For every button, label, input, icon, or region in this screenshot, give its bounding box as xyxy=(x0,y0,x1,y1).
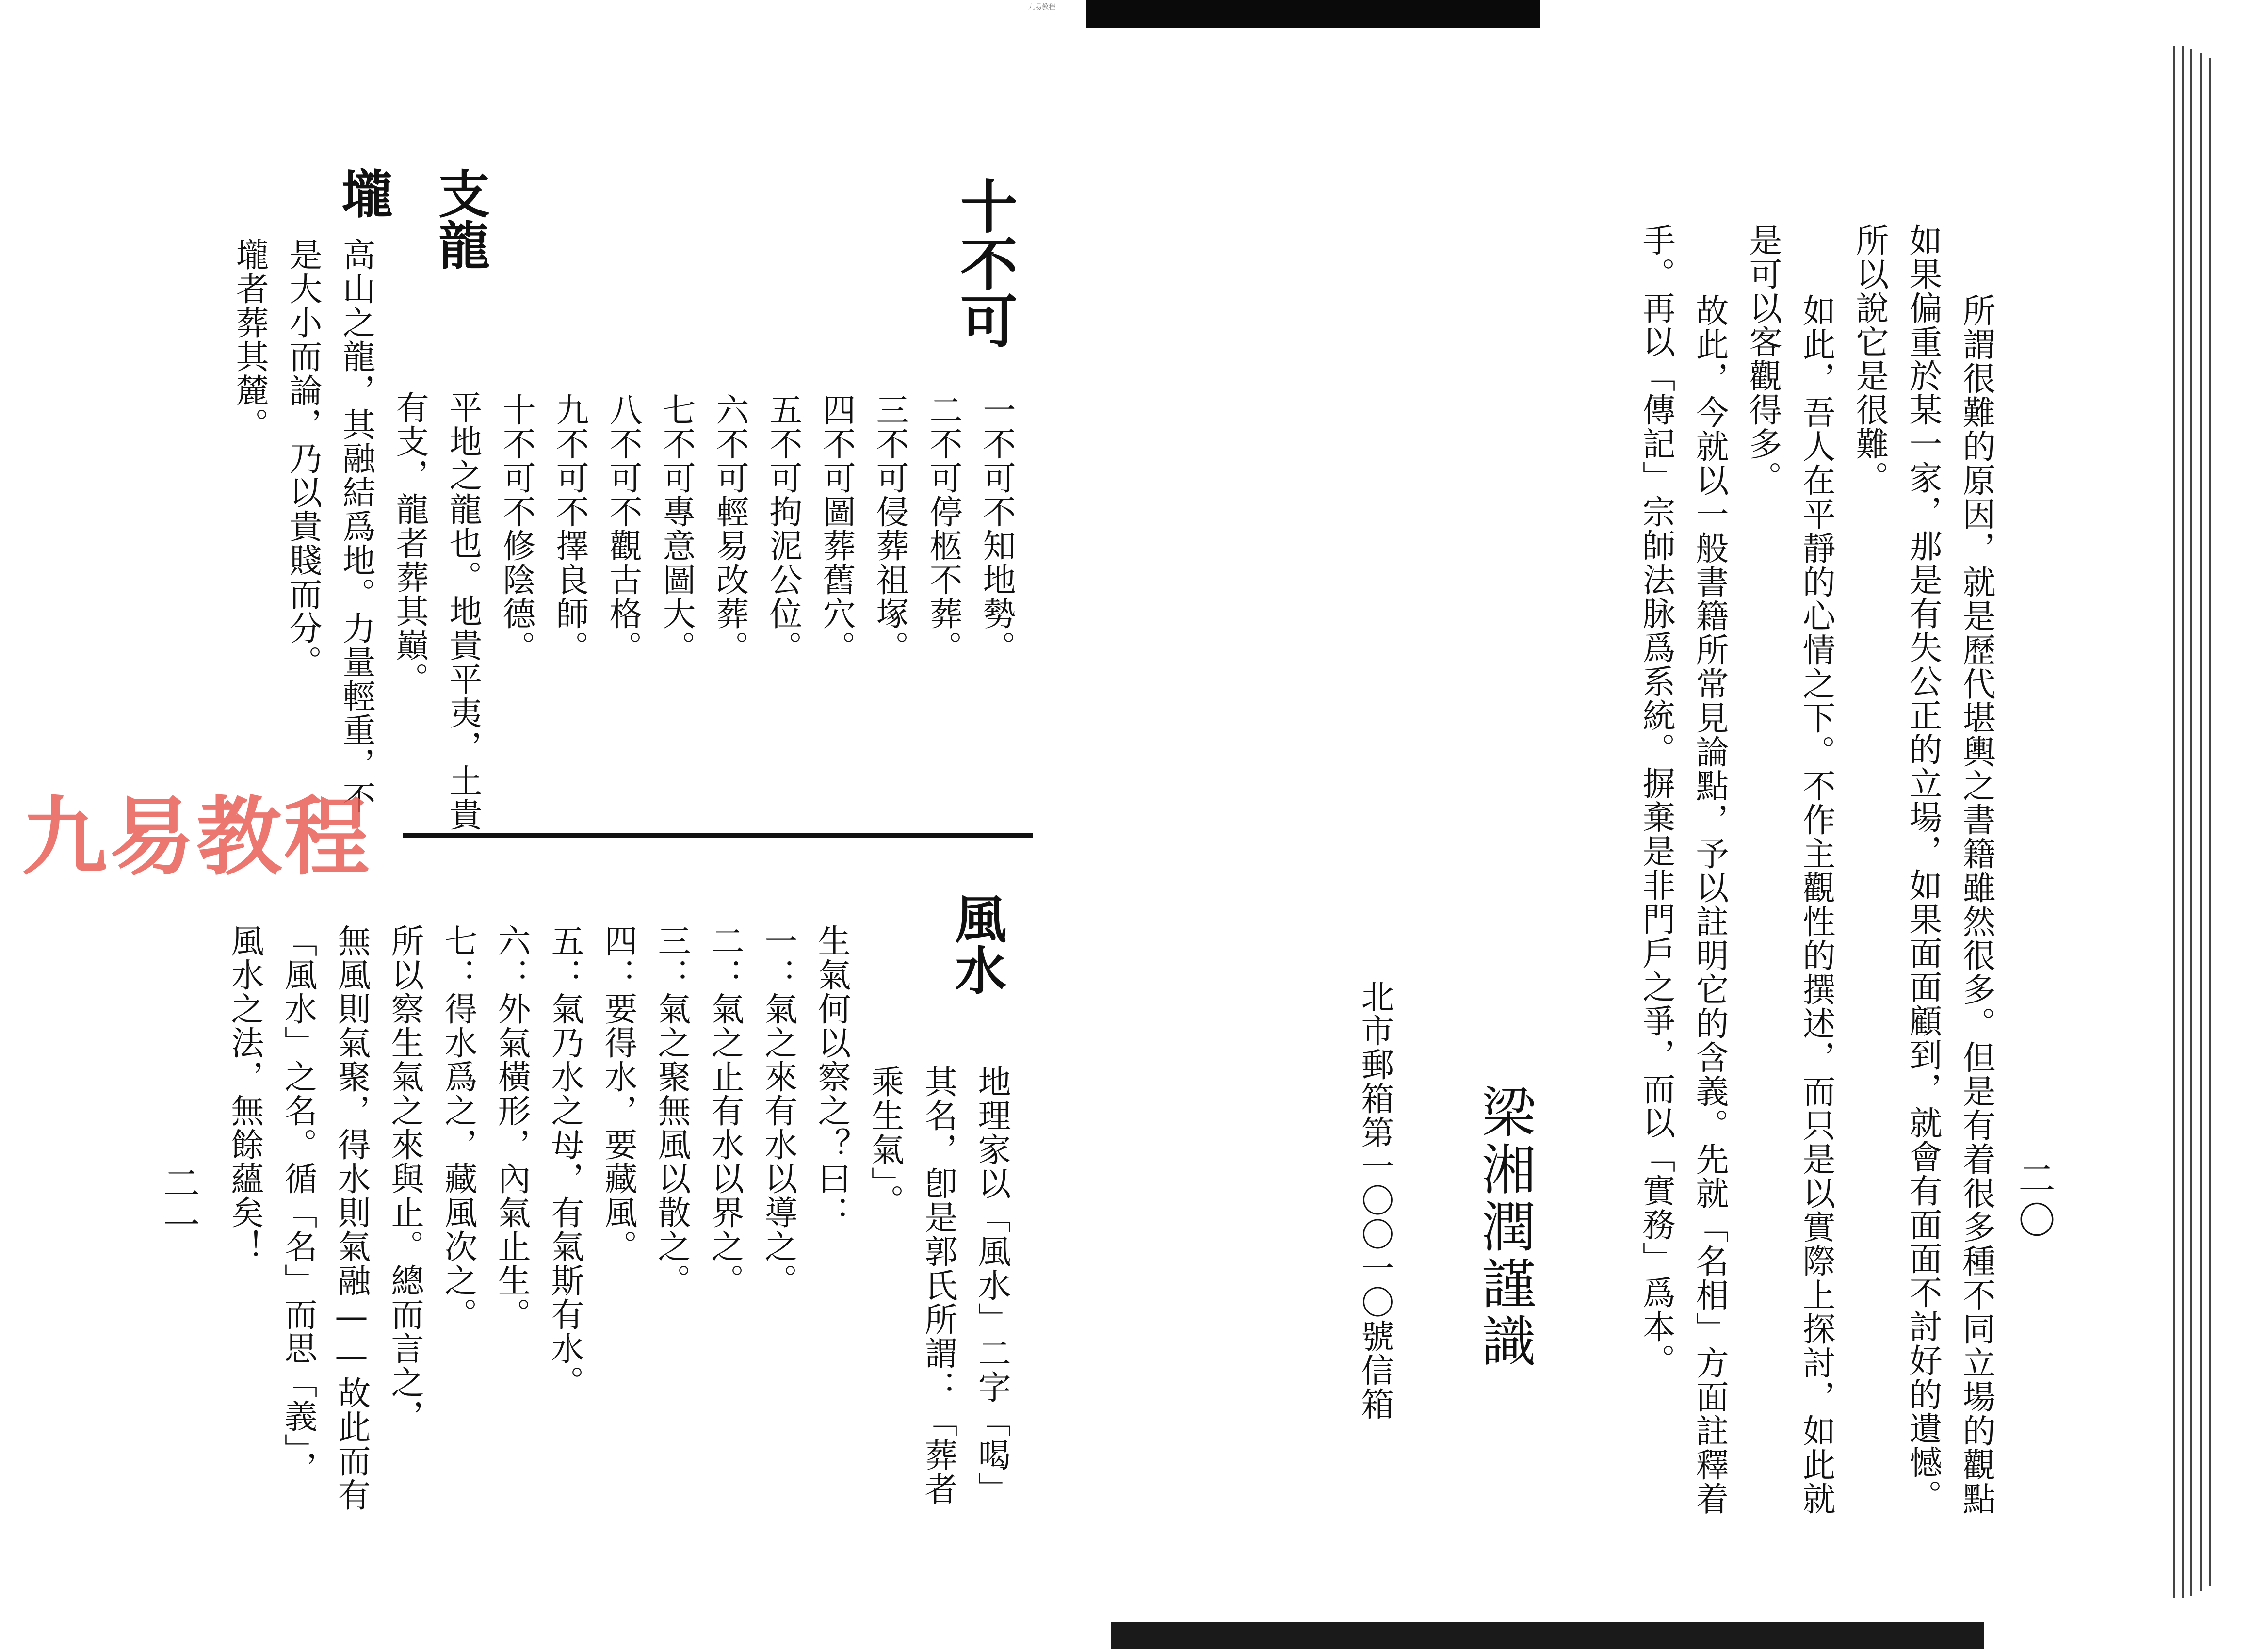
ten-item-7: 七不可專意圖大。 xyxy=(657,393,696,664)
left-page-number: 二一 xyxy=(157,1164,200,1247)
ten-item-2: 二不可停柩不葬。 xyxy=(924,393,962,664)
right-page-number: 二〇 xyxy=(2012,1159,2056,1243)
fengshui-line-3: 乘生氣」。 xyxy=(866,1065,904,1218)
heading-fengshui: 風水 xyxy=(947,892,1006,995)
fengshui-line-8: 四：要得水，要藏風。 xyxy=(599,924,637,1263)
watermark-logo: 九易教程 xyxy=(22,788,372,887)
fengshui-line-5: 一：氣之來有水以導之。 xyxy=(759,924,797,1297)
page-header: 九易教程 xyxy=(1028,3,1055,11)
ten-item-9: 九不可不擇良師。 xyxy=(551,393,589,664)
fengshui-line-2: 其名，卽是郭氏所謂：「葬者 xyxy=(919,1065,957,1506)
right-paragraph-line-7: 手。再以「傳記」宗師法脉爲系統。摒棄是非門戶之爭，而以「實務」爲本。 xyxy=(1637,223,1675,1377)
heading-ten-prohibitions: 十不可 xyxy=(951,177,1018,349)
fengshui-line-4: 生氣何以察之？曰： xyxy=(812,924,851,1229)
fengshui-line-6: 二：氣之止有水以界之。 xyxy=(706,924,744,1297)
ten-item-8: 八不可不觀古格。 xyxy=(604,393,642,664)
fengshui-line-10: 六：外氣橫形，內氣止生。 xyxy=(492,924,531,1331)
long-line-2: 是大小而論，乃以貴賤而分。 xyxy=(284,238,322,679)
book-page-edge-3 xyxy=(2190,48,2192,1596)
right-paragraph-line-2: 如果偏重於某一家，那是有失公正的立場，如果面面顧到，就會有面面不討好的遺憾。 xyxy=(1904,223,1942,1513)
book-page-edge-5 xyxy=(2209,58,2211,1586)
right-paragraph-line-6: 故此，今就以一般書籍所常見論點，予以註明它的含義。先就「名相」方面註釋着 xyxy=(1690,293,1729,1516)
long-line-3: 壠者葬其麓。 xyxy=(230,238,269,441)
fengshui-line-13: 無風則氣聚，得水則氣融——故此而有 xyxy=(332,924,371,1512)
fengshui-line-7: 三：氣之聚無風以散之。 xyxy=(652,924,691,1297)
ten-item-1: 一不可不知地勢。 xyxy=(977,393,1016,664)
book-page-edge-1 xyxy=(2173,46,2175,1598)
fengshui-line-9: 五：氣乃水之母，有氣斯有水。 xyxy=(546,924,584,1399)
right-paragraph-line-1: 所謂很難的原因，就是歷代堪輿之書籍雖然很多。但是有着很多種不同立場的觀點 xyxy=(1957,293,1995,1516)
fengshui-line-12: 所以察生氣之來與止。總而言之， xyxy=(386,924,424,1433)
ten-item-4: 四不可圖葬舊穴。 xyxy=(817,393,856,664)
ten-item-3: 三不可侵葬祖塚。 xyxy=(871,393,909,664)
book-page-edge-2 xyxy=(2182,46,2184,1598)
right-paragraph-line-4: 如此，吾人在平靜的心情之下。不作主觀性的撰述，而只是以實際上探討，如此就 xyxy=(1797,293,1835,1516)
ten-item-10: 十不可不修陰德。 xyxy=(497,393,535,664)
right-paragraph-line-5: 是可以客觀得多。 xyxy=(1744,223,1782,495)
scan-dark-bar-bottom xyxy=(1111,1622,1984,1649)
fengshui-line-15: 風水之法，無餘蘊矣！ xyxy=(226,924,264,1263)
ten-item-5: 五不可拘泥公位。 xyxy=(764,393,802,664)
author-signature: 梁湘潤謹識 xyxy=(1473,1084,1536,1370)
author-address: 北市郵箱第一〇〇一〇號信箱 xyxy=(1356,980,1394,1421)
fengshui-line-14: 「風水」之名。循「名」而思「義」， xyxy=(279,924,317,1485)
ten-item-6: 六不可輕易改葬。 xyxy=(711,393,749,664)
book-page-edge-4 xyxy=(2200,53,2202,1591)
heading-long: 壠 xyxy=(333,167,393,219)
heading-zhilong: 支龍 xyxy=(430,167,490,270)
fengshui-line-11: 七：得水爲之，藏風次之。 xyxy=(439,924,477,1331)
scan-dark-bar-top xyxy=(1086,0,1540,28)
long-line-1: 高山之龍，其融結爲地。力量輕重，不 xyxy=(337,238,375,815)
fengshui-line-1: 地理家以「風水」二字「喝」 xyxy=(972,1065,1011,1506)
right-paragraph-line-3: 所以說它是很難。 xyxy=(1850,223,1889,495)
zhilong-line-2: 有支，龍者葬其巔。 xyxy=(390,390,429,696)
zhilong-line-1: 平地之龍也。地貴平夷，土貴 xyxy=(444,390,482,832)
section-divider-rule xyxy=(403,833,1033,838)
